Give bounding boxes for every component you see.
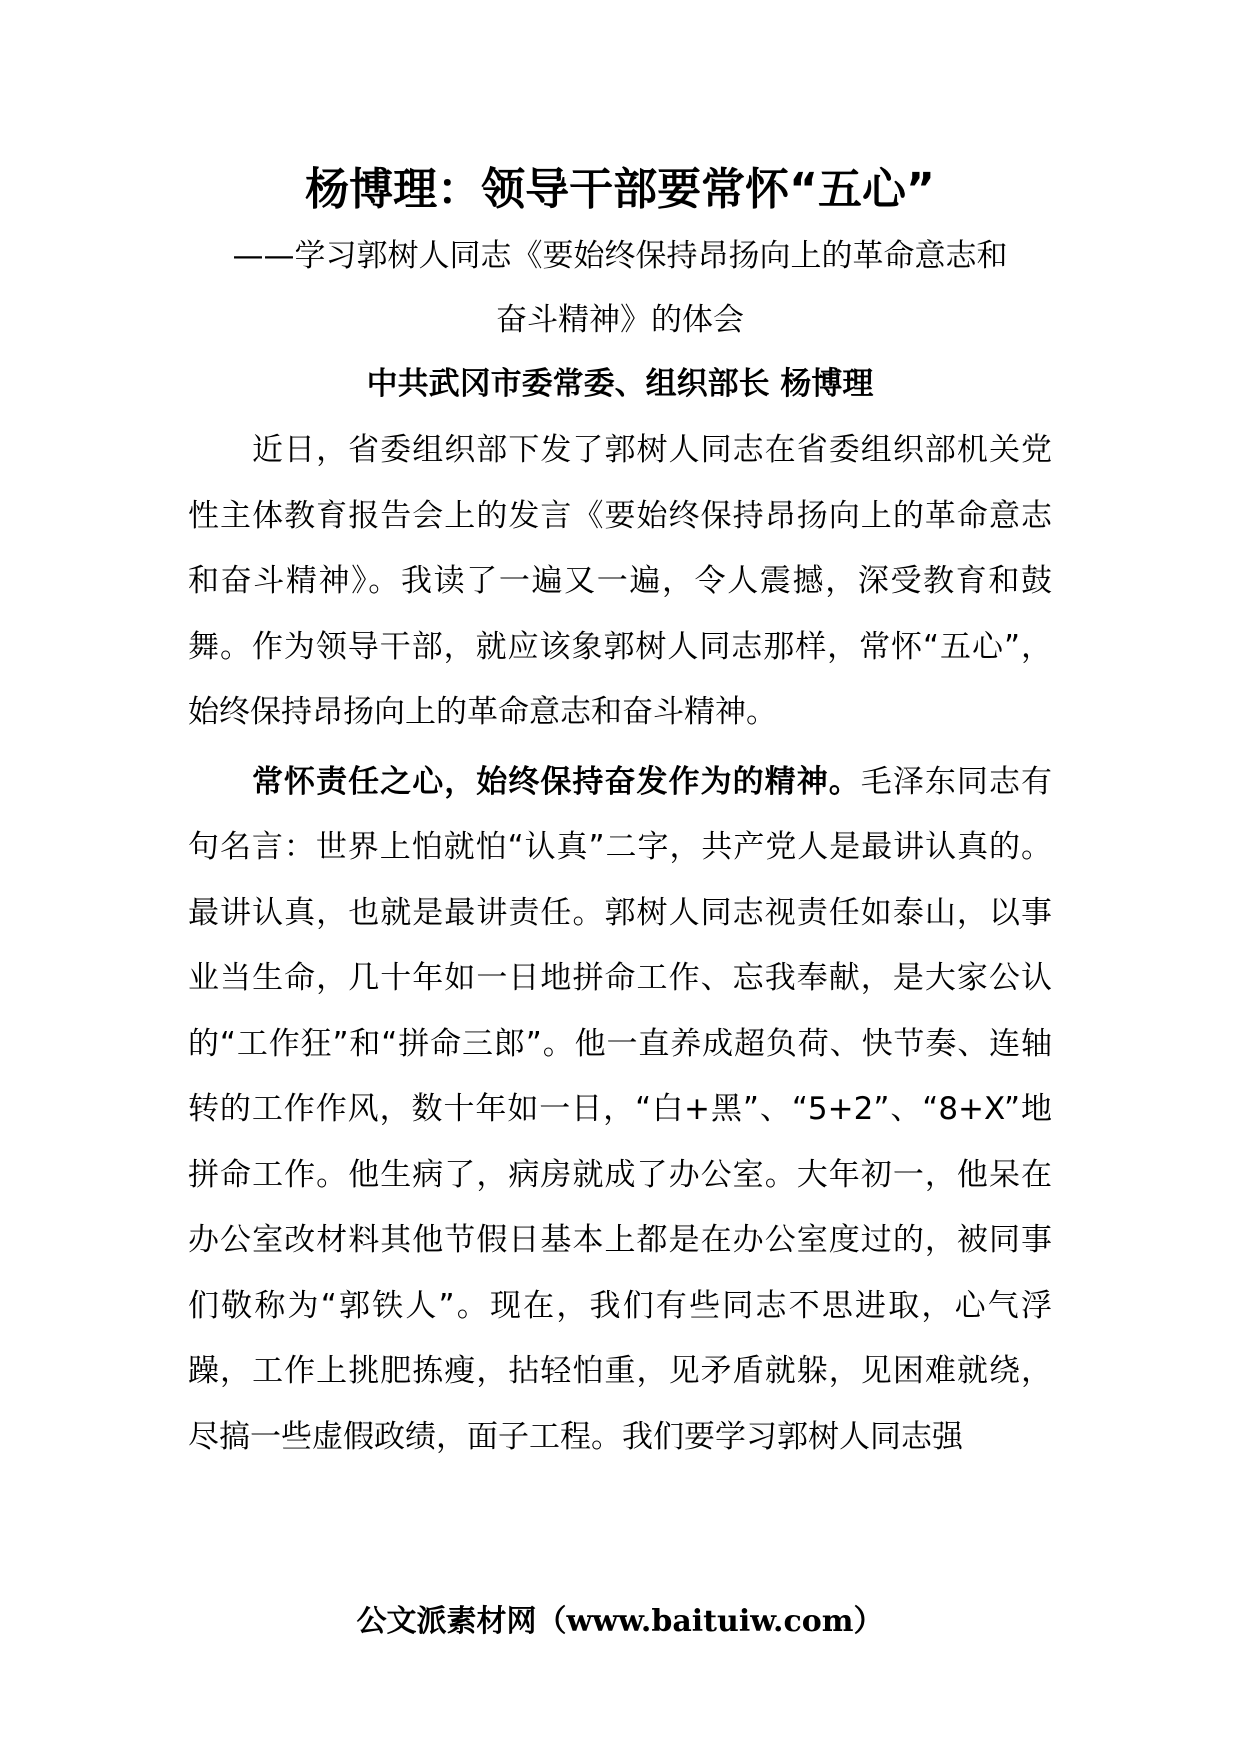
document-page — [188, 160, 1052, 1474]
footer-watermark: 公文派素材网（www.baituiw.com） — [356, 1604, 884, 1639]
paragraph-2 — [188, 750, 1052, 1471]
paragraph-2-lead: 常怀责任之心，始终保持奋发作为的精神。 — [252, 763, 861, 800]
document-title: 杨博理：领导干部要常怀“五心” — [305, 164, 935, 215]
document-subtitle-line2: 奋斗精神》的体会 — [496, 302, 744, 338]
paragraph-1: 近日，省委组织部下发了郭树人同志在省委组织部机关党性主体教育报告会上的发言《要始终保持昂扬向上的革命意志和奋斗精神》。我读了一遍又一遍，令人震撼，深受教育和鼓舞。作为领导干部，就应该象郭树人同志那样，常怀“五心”，始终保持昂扬向上的革命意志和奋斗精神。 — [188, 432, 1052, 730]
document-subtitle-line1: ——学习郭树人同志《要始终保持昂扬向上的革命意志和 — [232, 238, 1008, 274]
paragraph-2-body: 毛泽东同志有句名言：世界上怕就怕“认真”二字，共产党人是最讲认真的。最讲认真，也就是最讲责任。郭树人同志视责任如泰山，以事业当生命，几十年如一日地拼命工作、忘我奉献，是大家公认的“工作狂”和“拼命三郎”。他一直养成超负荷、快节奏、连轴转的工作作风，数十年如一日，“白+黑”、“5+2”、“8+X”地拼命工作。他生病了，病房就成了办公室。大年初一，他呆在办公室改材料其他节假日基本上都是在办公室度过的，被同事们敬称为“郭铁人”。现在，我们有些同志不思进取，心气浮躁，工作上挑肥拣瘦，拈轻怕重，见矛盾就躲，见困难就绕，尽搞一些虚假政绩，面子工程。我们要学习郭树人同志强 — [188, 763, 1053, 1455]
document-author: 中共武冈市委常委、组织部长 杨博理 — [366, 366, 874, 402]
